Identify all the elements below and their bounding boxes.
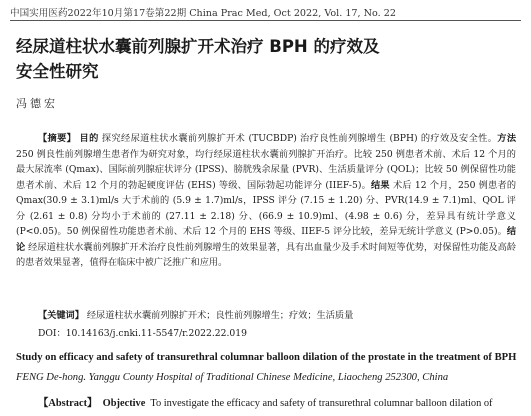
author-name: 冯德宏 <box>16 97 58 110</box>
english-author-affiliation: FENG De-hong. Yanggu County Hospital of Traditional Chinese Medicine, Liaocheng 252300, China <box>16 372 449 383</box>
method-text: 250 例良性前列腺增生患者作为研究对象，均行经尿道柱状水囊前列腺扩开治疗。比较 250 例患者术前、术后 12 个月的最大尿流率 (Qmax)、国际前列腺症状评分 (IPSS)、膀胱残余尿量 (PVR)、生活质量评分 (QOL)；比较 50 例保留性功能患者术前、术后 12 个月的勃起硬度评估 (EHS) 等级、国际勃起功能评分 (IIEF-5)。 <box>16 148 516 191</box>
method-label: 方法 <box>497 133 517 144</box>
english-objective-text: To investigate the efficacy and safety of transurethral columnar balloon dilation of <box>150 398 493 409</box>
result-label: 结果 <box>371 179 390 191</box>
objective-label: 目的 <box>79 133 99 144</box>
abstract-tag: 【摘要】 <box>38 133 77 144</box>
title-line-1: 经尿道柱状水囊前列腺扩开术治疗 BPH 的疗效及 <box>16 37 380 56</box>
conclusion-label: 结论 <box>16 226 516 253</box>
english-objective-label: Objective <box>102 398 146 409</box>
objective-text: 探究经尿道柱状水囊前列腺扩开术 (TUCBDP) 治疗良性前列腺增生 (BPH) 的疗效及安全性。 <box>101 133 498 144</box>
conclusion-text: 经尿道柱状水囊前列腺扩开术治疗良性前列腺增生的效果显著，具有出血量少及手术时间短等优势，对保留性功能及高龄的患者效果显著，值得在临床中被广泛推广和应用。 <box>16 241 517 268</box>
keywords <box>16 308 516 324</box>
keywords-tag: 【关键词】 <box>38 310 84 321</box>
english-abstract <box>16 394 531 409</box>
title-line-2: 安全性研究 <box>16 62 99 81</box>
english-title <box>16 348 521 388</box>
english-abstract-tag: 【Abstract】 <box>38 398 98 409</box>
english-title-text: Study on efficacy and safety of transurethral columnar balloon dilation of the prostate in the treatment of BPH <box>16 352 517 363</box>
doi-link[interactable]: DOI：10.14163/j.cnki.11-5547/r.2022.22.019 <box>38 328 247 339</box>
keywords-text: 经尿道柱状水囊前列腺扩开术；良性前列腺增生；疗效；生活质量 <box>86 310 354 321</box>
chinese-abstract <box>16 131 516 271</box>
result-text: 术后 12 个月，250 例患者的 Qmax(30.9 ± 3.1)ml/s 大于术前的 (5.9 ± 1.7)ml/s，IPSS 评分 (7.15 ± 1.20) 分、PVR(14.9 ± 7.1)ml、QOL 评分 (2.61 ± 0.8) 分均小于术前的 (27.11 ± 2.18) 分、(66.9 ± 10.9)ml、(4.98 ± 0.6) 分，差异具有统计学意义 (P<0.05)。50 例保留性功能患者术前、术后 12 个月的 EHS 等级、IIEF-5 评分比较，差异无统计学意义 (P>0.05)。 <box>16 179 517 237</box>
journal-header: 中国实用医药2022年10月第17卷第22期 China Prac Med, Oct 2022, Vol. 17, No. 22 <box>10 8 396 19</box>
header-divider <box>10 20 521 21</box>
article-title <box>16 34 516 84</box>
